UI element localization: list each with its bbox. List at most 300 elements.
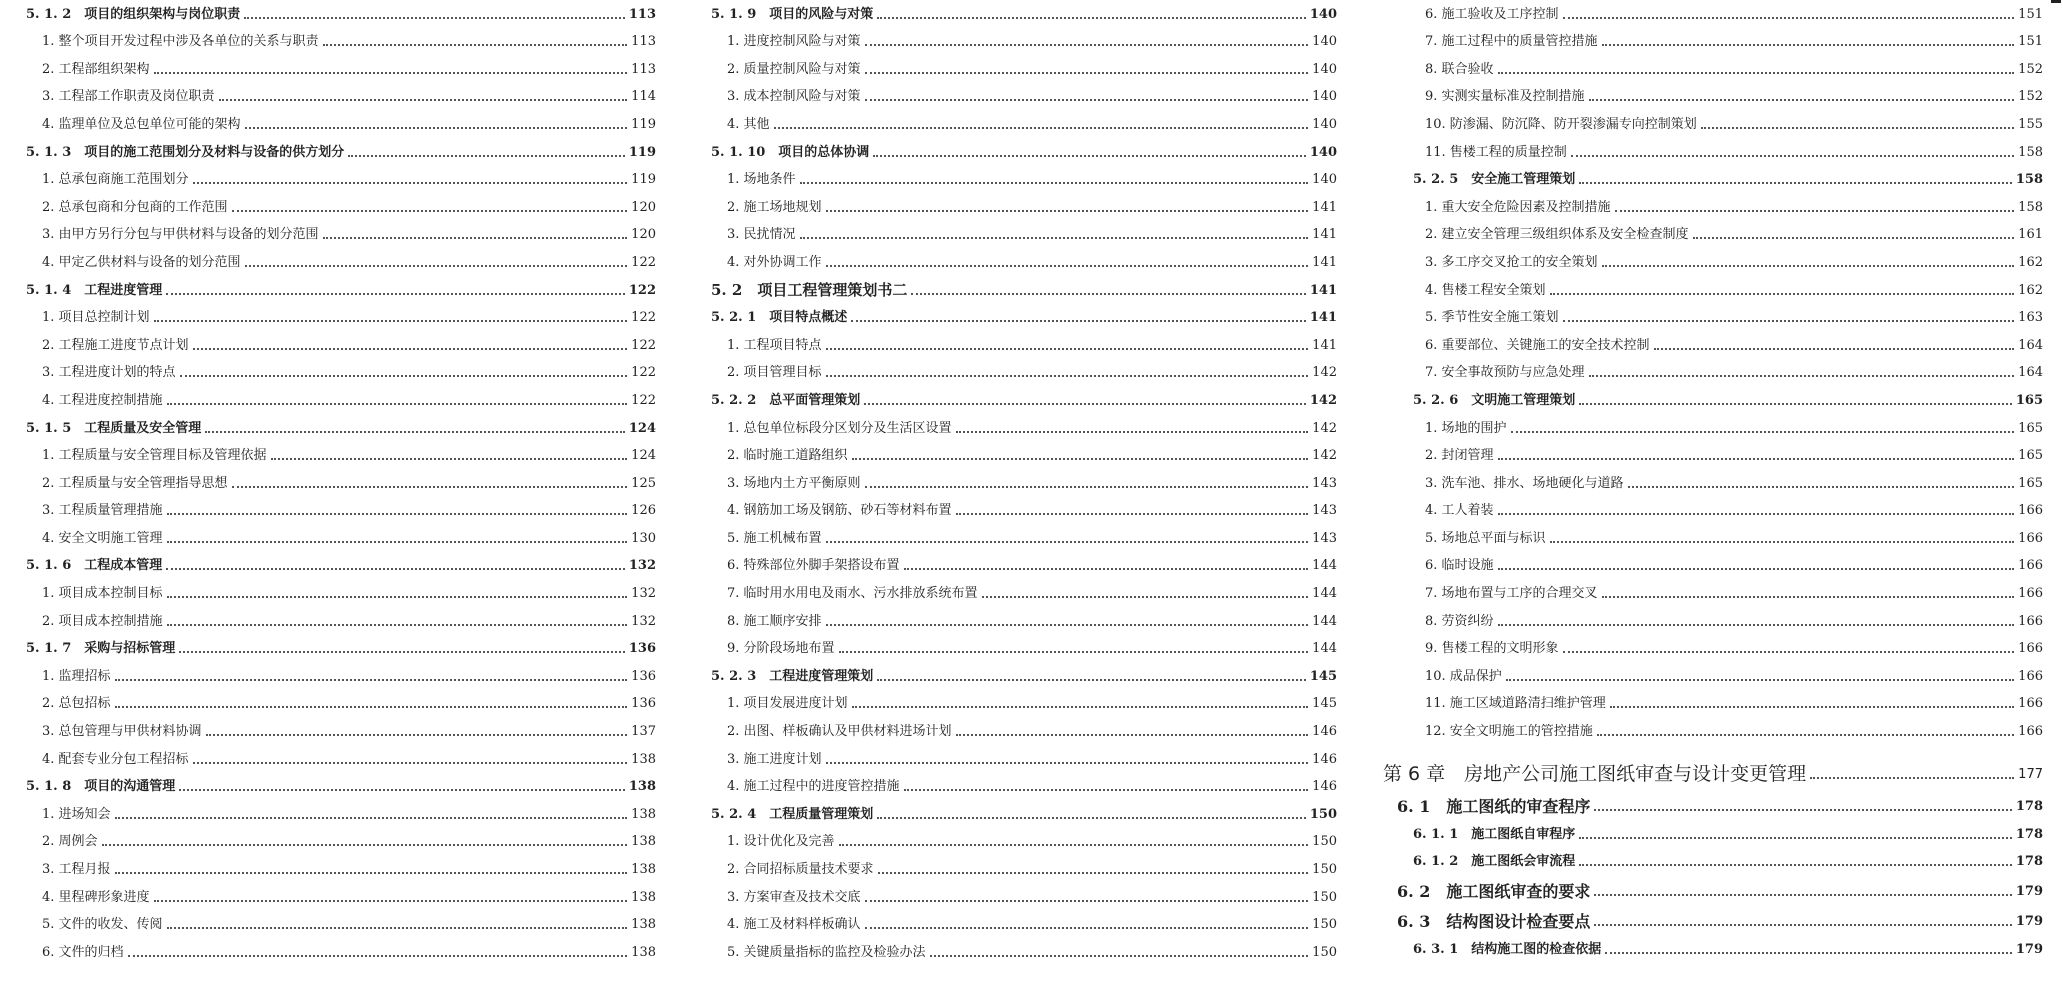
toc-entry-title: 5. 1. 4 工程进度管理 (26, 282, 163, 298)
toc-entry-page-number: 140 (1312, 34, 1337, 50)
toc-entry-page-number: 150 (1309, 806, 1337, 822)
toc-entry-page-number: 136 (631, 668, 656, 684)
toc-entry-item[interactable] (26, 524, 656, 552)
toc-entry-item[interactable] (26, 110, 656, 138)
toc-entry-sub[interactable] (1383, 386, 2043, 414)
toc-entry-page-number: 166 (2018, 668, 2043, 684)
toc-entry-item[interactable] (26, 497, 656, 525)
toc-entry-title: 1. 监理招标 (42, 668, 111, 684)
toc-entry-item[interactable] (1383, 193, 2043, 221)
toc-entry-sub[interactable] (26, 635, 656, 663)
toc-entry-item[interactable] (26, 442, 656, 470)
toc-entry-page-number: 152 (2018, 89, 2043, 105)
toc-entry-item[interactable] (711, 331, 1337, 359)
dot-leader (1589, 96, 2015, 101)
toc-entry-title: 1. 进度控制风险与对策 (727, 34, 861, 50)
toc-entry-title: 9. 分阶段场地布置 (727, 641, 835, 657)
toc-entry-item[interactable] (26, 938, 656, 966)
toc-entry-item[interactable] (1383, 221, 2043, 249)
toc-entry-title: 12. 安全文明施工的管控措施 (1425, 724, 1593, 740)
toc-entry-page-number: 158 (2018, 199, 2043, 215)
toc-entry-item[interactable] (26, 690, 656, 718)
dot-leader (193, 345, 628, 350)
toc-entry-item[interactable] (26, 221, 656, 249)
dot-leader (1594, 806, 2011, 811)
dot-leader (774, 124, 1309, 129)
toc-column-2 (711, 0, 1337, 966)
toc-entry-item[interactable] (711, 414, 1337, 442)
toc-entry-sub[interactable] (26, 552, 656, 580)
dot-leader (982, 593, 1309, 598)
toc-entry-title: 3. 民扰情况 (727, 227, 796, 243)
toc-entry-item[interactable] (26, 717, 656, 745)
toc-entry-page-number: 138 (631, 751, 656, 767)
dot-leader (1563, 648, 2015, 653)
toc-entry-page-number: 119 (631, 172, 656, 188)
toc-entry-chap[interactable] (1383, 745, 2043, 790)
toc-entry-sub[interactable] (1383, 935, 2043, 963)
toc-entry-page-number: 166 (2018, 503, 2043, 519)
toc-entry-page-number: 137 (631, 724, 656, 740)
toc-entry-item[interactable] (1383, 524, 2043, 552)
dot-leader (1610, 703, 2014, 708)
toc-entry-item[interactable] (711, 248, 1337, 276)
toc-entry-sub[interactable] (1383, 820, 2043, 848)
toc-column-3 (1383, 0, 2043, 963)
dot-leader (1550, 290, 2015, 295)
dot-leader (826, 538, 1309, 543)
toc-entry-page-number: 178 (2015, 799, 2043, 815)
dot-leader (904, 786, 1309, 791)
dot-leader (323, 41, 628, 46)
toc-entry-title: 2. 工程部组织架构 (42, 61, 150, 77)
toc-entry-item[interactable] (711, 745, 1337, 773)
toc-entry-item[interactable] (26, 662, 656, 690)
toc-entry-item[interactable] (26, 248, 656, 276)
toc-column-1 (26, 0, 656, 966)
toc-entry-item[interactable] (26, 83, 656, 111)
toc-entry-sub[interactable] (1383, 848, 2043, 876)
toc-entry-sub[interactable] (711, 662, 1337, 690)
toc-entry-item[interactable] (1383, 717, 2043, 745)
toc-entry-item[interactable] (711, 773, 1337, 801)
toc-entry-page-number: 141 (1309, 282, 1337, 298)
toc-entry-page-number: 130 (631, 530, 656, 546)
toc-entry-page-number: 138 (631, 834, 656, 850)
toc-entry-item[interactable] (1383, 635, 2043, 663)
toc-entry-title: 5. 2. 4 工程质量管理策划 (711, 806, 874, 822)
toc-entry-item[interactable] (711, 524, 1337, 552)
dot-leader (1579, 861, 2012, 866)
dot-leader (800, 234, 1309, 239)
dot-leader (865, 924, 1309, 929)
toc-entry-item[interactable] (711, 110, 1337, 138)
dot-leader (1810, 774, 2014, 779)
toc-entry-page-number: 141 (1312, 254, 1337, 270)
toc-entry-title: 1. 重大安全危险因素及控制措施 (1425, 199, 1611, 215)
toc-entry-title: 5. 季节性安全施工策划 (1425, 310, 1559, 326)
toc-entry-item[interactable] (1383, 552, 2043, 580)
toc-entry-title: 2. 临时施工道路组织 (727, 448, 848, 464)
dot-leader (1579, 834, 2012, 839)
toc-entry-title: 2. 总承包商和分包商的工作范围 (42, 199, 228, 215)
toc-entry-item[interactable] (1383, 497, 2043, 525)
toc-entry-title: 3. 工程月报 (42, 862, 111, 877)
toc-entry-page-number: 138 (631, 917, 656, 933)
toc-entry-item[interactable] (711, 166, 1337, 194)
toc-entry-title: 8. 施工顺序安排 (727, 613, 822, 629)
toc-entry-title: 1. 场地条件 (727, 172, 796, 188)
dot-leader (865, 897, 1309, 902)
toc-entry-page-number: 143 (1312, 530, 1337, 546)
dot-leader (956, 731, 1309, 736)
toc-entry-item[interactable] (1383, 331, 2043, 359)
toc-entry-title: 2. 工程施工进度节点计划 (42, 337, 189, 353)
toc-entry-title: 2. 项目管理目标 (727, 365, 822, 381)
toc-entry-page-number: 144 (1312, 558, 1337, 574)
toc-entry-item[interactable] (1383, 110, 2043, 138)
toc-entry-title: 8. 劳资纠纷 (1425, 613, 1494, 629)
toc-entry-item[interactable] (711, 83, 1337, 111)
toc-entry-page-number: 144 (1312, 613, 1337, 629)
toc-entry-item[interactable] (26, 800, 656, 828)
toc-entry-sub[interactable] (26, 0, 656, 28)
toc-entry-page-number: 140 (1312, 61, 1337, 77)
dot-leader (1605, 949, 2012, 954)
toc-entry-item[interactable] (26, 469, 656, 497)
toc-entry-sub[interactable] (711, 304, 1337, 332)
toc-entry-item[interactable] (1383, 579, 2043, 607)
toc-entry-title: 1. 项目发展进度计划 (727, 696, 848, 712)
toc-entry-item[interactable] (26, 331, 656, 359)
dot-leader (877, 676, 1306, 681)
toc-entry-item[interactable] (26, 607, 656, 635)
toc-entry-page-number: 138 (631, 806, 656, 822)
dot-leader (1602, 593, 2015, 598)
toc-entry-item[interactable] (1383, 55, 2043, 83)
toc-entry-page-number: 165 (2018, 420, 2043, 436)
toc-entry-item[interactable] (711, 855, 1337, 883)
toc-entry-page-number: 141 (1312, 199, 1337, 215)
dot-leader (1498, 69, 2015, 74)
toc-entry-page-number: 141 (1312, 337, 1337, 353)
toc-entry-item[interactable] (711, 911, 1337, 939)
toc-entry-item[interactable] (1383, 414, 2043, 442)
toc-entry-title: 5. 1. 3 项目的施工范围划分及材料与设备的供方划分 (26, 144, 345, 160)
toc-entry-page-number: 151 (2018, 6, 2043, 22)
toc-entry-title: 5. 1. 5 工程质量及安全管理 (26, 420, 202, 436)
toc-entry-title: 5. 场地总平面与标识 (1425, 530, 1546, 546)
toc-entry-item[interactable] (1383, 248, 2043, 276)
dot-leader (1498, 510, 2015, 515)
toc-entry-title: 5. 1. 10 项目的总体协调 (711, 144, 870, 160)
dot-leader (179, 648, 625, 653)
dot-leader (826, 207, 1309, 212)
toc-entry-page-number: 143 (1312, 475, 1337, 491)
toc-entry-sub[interactable] (711, 800, 1337, 828)
toc-entry-title: 11. 售楼工程的质量控制 (1425, 144, 1567, 160)
toc-entry-title: 6. 1 施工图纸的审查程序 (1397, 797, 1591, 817)
toc-entry-title: 4. 甲定乙供材料与设备的划分范围 (42, 254, 241, 270)
toc-entry-item[interactable] (711, 55, 1337, 83)
toc-entry-title: 4. 配套专业分包工程招标 (42, 751, 189, 767)
toc-entry-page-number: 146 (1312, 751, 1337, 767)
toc-entry-sub[interactable] (26, 414, 656, 442)
toc-entry-title: 5. 1. 6 工程成本管理 (26, 558, 163, 574)
toc-entry-page-number: 132 (628, 558, 656, 574)
toc-entry-title: 2. 出图、样板确认及甲供材料进场计划 (727, 724, 952, 740)
toc-entry-title: 6. 特殊部位外脚手架搭设布置 (727, 558, 900, 574)
toc-entry-item[interactable] (26, 828, 656, 856)
toc-entry-sec[interactable] (711, 276, 1337, 304)
toc-entry-page-number: 155 (2018, 116, 2043, 132)
toc-entry-item[interactable] (1383, 469, 2043, 497)
toc-entry-page-number: 140 (1309, 144, 1337, 160)
dot-leader (167, 924, 628, 929)
toc-entry-page-number: 141 (1309, 310, 1337, 326)
toc-entry-title: 5. 1. 2 项目的组织架构与岗位职责 (26, 6, 241, 22)
toc-entry-title: 6. 1. 2 施工图纸会审流程 (1413, 854, 1576, 870)
toc-entry-item[interactable] (711, 442, 1337, 470)
toc-entry-page-number: 120 (631, 227, 656, 243)
toc-entry-item[interactable] (711, 635, 1337, 663)
toc-entry-page-number: 163 (2018, 310, 2043, 326)
toc-entry-title: 2. 工程质量与安全管理指导思想 (42, 475, 228, 491)
dot-leader (826, 345, 1309, 350)
dot-leader (167, 621, 628, 626)
toc-entry-sub[interactable] (1383, 166, 2043, 194)
toc-entry-title: 5. 2 项目工程管理策划书二 (711, 280, 908, 299)
toc-entry-item[interactable] (26, 359, 656, 387)
toc-entry-item[interactable] (1383, 28, 2043, 56)
toc-entry-item[interactable] (1383, 662, 2043, 690)
dot-leader (1589, 372, 2015, 377)
dot-leader (852, 703, 1309, 708)
toc-entry-title: 4. 工人着装 (1425, 503, 1494, 519)
toc-entry-item[interactable] (711, 579, 1337, 607)
toc-entry-item[interactable] (26, 166, 656, 194)
toc-entry-title: 5. 2. 2 总平面管理策划 (711, 392, 861, 408)
toc-entry-title: 6. 3. 1 结构施工图的检查依据 (1413, 941, 1602, 957)
toc-entry-title: 3. 工程进度计划的特点 (42, 365, 176, 381)
dot-leader (1701, 124, 2014, 129)
toc-entry-title: 2. 总包招标 (42, 696, 111, 712)
toc-entry-page-number: 146 (1312, 724, 1337, 740)
dot-leader (1498, 565, 2015, 570)
toc-entry-item[interactable] (26, 193, 656, 221)
toc-entry-title: 4. 售楼工程安全策划 (1425, 282, 1546, 298)
toc-entry-page-number: 150 (1312, 917, 1337, 933)
toc-entry-sec[interactable] (1383, 875, 2043, 905)
toc-entry-sub[interactable] (26, 276, 656, 304)
toc-entry-page-number: 132 (631, 613, 656, 629)
toc-entry-item[interactable] (26, 55, 656, 83)
dot-leader (1693, 234, 2015, 239)
toc-entry-title: 5. 1. 8 项目的沟通管理 (26, 779, 176, 795)
toc-entry-title: 2. 施工场地规划 (727, 199, 822, 215)
toc-entry-title: 4. 施工过程中的进度管控措施 (727, 779, 900, 795)
toc-entry-page-number: 166 (2018, 558, 2043, 574)
dot-leader (865, 483, 1309, 488)
toc-entry-item[interactable] (711, 938, 1337, 966)
toc-entry-item[interactable] (26, 28, 656, 56)
toc-entry-item[interactable] (1383, 276, 2043, 304)
toc-entry-title: 2. 封闭管理 (1425, 448, 1494, 464)
toc-entry-title: 6. 临时设施 (1425, 558, 1494, 574)
toc-entry-title: 2. 质量控制风险与对策 (727, 61, 861, 77)
dot-leader (1498, 455, 2015, 460)
toc-entry-page-number: 124 (628, 420, 656, 436)
dot-leader (865, 41, 1309, 46)
toc-entry-sec[interactable] (1383, 905, 2043, 935)
toc-entry-item[interactable] (711, 828, 1337, 856)
toc-entry-title: 7. 安全事故预防与应急处理 (1425, 365, 1585, 381)
toc-entry-page-number: 145 (1309, 668, 1337, 684)
toc-entry-page-number: 142 (1309, 392, 1337, 408)
toc-entry-page-number: 122 (631, 392, 656, 408)
toc-entry-title: 6. 1. 1 施工图纸自审程序 (1413, 826, 1576, 842)
toc-entry-title: 10. 成品保护 (1425, 668, 1502, 684)
dot-leader (205, 428, 625, 433)
toc-entry-page-number: 164 (2018, 337, 2043, 353)
dot-leader (180, 372, 628, 377)
toc-entry-item[interactable] (26, 911, 656, 939)
toc-entry-item[interactable] (1383, 138, 2043, 166)
toc-entry-item[interactable] (711, 221, 1337, 249)
toc-entry-item[interactable] (711, 717, 1337, 745)
dot-leader (1594, 921, 2011, 926)
toc-entry-item[interactable] (1383, 0, 2043, 28)
toc-entry-page-number: 141 (1312, 227, 1337, 243)
dot-leader (154, 897, 628, 902)
toc-entry-item[interactable] (26, 855, 656, 883)
toc-entry-page-number: 114 (631, 89, 656, 105)
toc-entry-item[interactable] (711, 607, 1337, 635)
dot-leader (1511, 428, 2015, 433)
toc-entry-page-number: 166 (2018, 530, 2043, 546)
toc-entry-page-number: 136 (628, 641, 656, 657)
dot-leader (115, 869, 628, 874)
toc-entry-item[interactable] (711, 552, 1337, 580)
toc-entry-title: 5. 文件的收发、传阅 (42, 917, 163, 933)
toc-entry-item[interactable] (26, 579, 656, 607)
toc-entry-title: 6. 施工验收及工序控制 (1425, 6, 1559, 22)
dot-leader (1563, 317, 2015, 322)
toc-entry-item[interactable] (711, 883, 1337, 911)
toc-entry-item[interactable] (26, 386, 656, 414)
toc-entry-page-number: 125 (631, 475, 656, 491)
dot-leader (1615, 207, 2015, 212)
dot-leader (1597, 731, 2014, 736)
toc-entry-item[interactable] (711, 690, 1337, 718)
toc-entry-item[interactable] (1383, 442, 2043, 470)
toc-entry-item[interactable] (26, 745, 656, 773)
toc-entry-page-number: 144 (1312, 641, 1337, 657)
toc-entry-title: 10. 防渗漏、防沉降、防开裂渗漏专向控制策划 (1425, 116, 1697, 132)
toc-entry-item[interactable] (711, 193, 1337, 221)
toc-entry-title: 3. 成本控制风险与对策 (727, 89, 861, 105)
toc-entry-item[interactable] (26, 883, 656, 911)
dot-leader (154, 317, 628, 322)
toc-entry-sec[interactable] (1383, 790, 2043, 820)
toc-entry-page-number: 166 (2018, 641, 2043, 657)
toc-entry-title: 5. 1. 7 采购与招标管理 (26, 641, 176, 657)
toc-entry-item[interactable] (1383, 359, 2043, 387)
toc-entry-page-number: 165 (2018, 448, 2043, 464)
toc-entry-title: 2. 周例会 (42, 834, 98, 850)
toc-entry-item[interactable] (1383, 607, 2043, 635)
toc-entry-sub[interactable] (711, 0, 1337, 28)
dot-leader (167, 510, 628, 515)
toc-entry-page-number: 138 (631, 889, 656, 905)
toc-entry-page-number: 122 (631, 365, 656, 381)
toc-entry-page-number: 150 (1312, 944, 1337, 960)
toc-entry-page-number: 120 (631, 199, 656, 215)
dot-leader (1602, 262, 2015, 267)
toc-entry-sub[interactable] (26, 138, 656, 166)
dot-leader (232, 207, 628, 212)
dot-leader (115, 703, 628, 708)
toc-entry-title: 8. 联合验收 (1425, 61, 1494, 77)
toc-entry-title: 9. 实测实量标准及控制措施 (1425, 89, 1585, 105)
toc-entry-sub[interactable] (711, 138, 1337, 166)
dot-leader (851, 317, 1306, 322)
dot-leader (826, 759, 1309, 764)
page-corner-mark (2051, 0, 2061, 3)
toc-entry-title: 6. 重要部位、关键施工的安全技术控制 (1425, 337, 1650, 353)
toc-entry-page-number: 165 (2018, 475, 2043, 491)
dot-leader (839, 841, 1309, 846)
toc-entry-sub[interactable] (26, 773, 656, 801)
dot-leader (852, 455, 1309, 460)
toc-entry-item[interactable] (711, 359, 1337, 387)
toc-entry-item[interactable] (1383, 690, 2043, 718)
dot-leader (878, 869, 1309, 874)
dot-leader (115, 676, 628, 681)
toc-entry-page-number: 166 (2018, 586, 2043, 602)
toc-entry-page-number: 178 (2015, 854, 2043, 870)
toc-entry-item[interactable] (1383, 83, 2043, 111)
toc-entry-title: 3. 洗车池、排水、场地硬化与道路 (1425, 475, 1624, 491)
dot-leader (245, 124, 628, 129)
toc-entry-title: 5. 1. 9 项目的风险与对策 (711, 6, 874, 22)
toc-entry-page-number: 119 (631, 116, 656, 132)
toc-entry-page-number: 113 (631, 34, 656, 50)
toc-entry-item[interactable] (1383, 304, 2043, 332)
dot-leader (179, 786, 625, 791)
dot-leader (826, 372, 1309, 377)
toc-entry-title: 4. 对外协调工作 (727, 254, 822, 270)
toc-entry-page-number: 152 (2018, 61, 2043, 77)
toc-entry-sub[interactable] (711, 386, 1337, 414)
toc-entry-item[interactable] (26, 304, 656, 332)
toc-entry-item[interactable] (711, 28, 1337, 56)
toc-entry-title: 1. 总包单位标段分区划分及生活区设置 (727, 420, 952, 436)
toc-entry-page-number: 140 (1309, 6, 1337, 22)
toc-entry-item[interactable] (711, 469, 1337, 497)
toc-entry-title: 5. 2. 3 工程进度管理策划 (711, 668, 874, 684)
toc-entry-title: 2. 合同招标质量技术要求 (727, 862, 874, 877)
toc-entry-title: 2. 建立安全管理三级组织体系及安全检查制度 (1425, 227, 1689, 243)
dot-leader (956, 510, 1309, 515)
dot-leader (244, 14, 625, 19)
toc-entry-title: 5. 2. 5 安全施工管理策划 (1413, 172, 1576, 188)
toc-entry-page-number: 144 (1312, 586, 1337, 602)
dot-leader (1498, 621, 2015, 626)
toc-entry-item[interactable] (711, 497, 1337, 525)
toc-entry-page-number: 166 (2018, 613, 2043, 629)
toc-entry-page-number: 164 (2018, 365, 2043, 381)
